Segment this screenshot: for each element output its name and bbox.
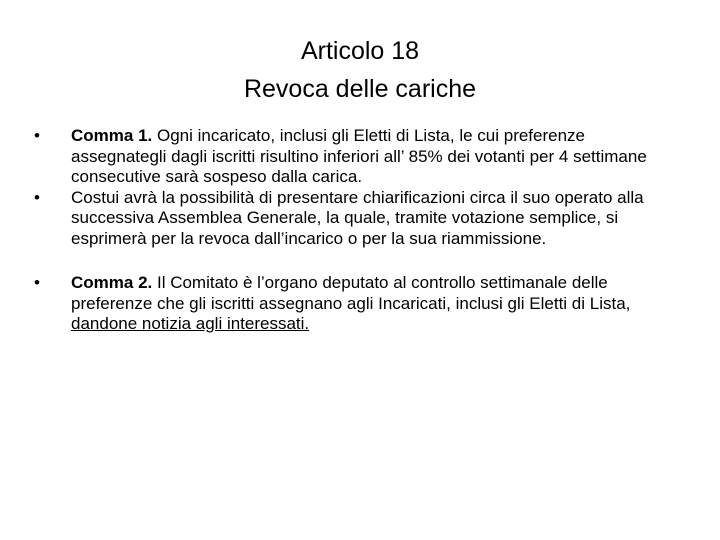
bullet-text-comma-2: Il Comitato è l’organo deputato al controllo settimanale delle preferenze che gli iscritti assegnano agli Incaricati, inclusi gli Eletti di Lista, [71, 273, 631, 313]
bullet-icon: • [34, 187, 40, 207]
bullet-icon: • [34, 273, 40, 292]
slide-title [0, 32, 720, 108]
bullet-text-costui: Costui avrà la possibilità di presentare chiarificazioni circa il suo operato alla successiva Assemblea Generale, la quale, tramite votazione semplice, si esprimerà per la revoca dall’incarico o per la sua riammissione. [71, 187, 644, 248]
bullet-icon: • [34, 126, 40, 145]
title-line-subject: Revoca delle cariche [243, 75, 477, 103]
bullet-costui [34, 188, 684, 250]
slide-content [34, 126, 684, 335]
bullet-lead-comma-1: Comma 1. [71, 126, 153, 145]
bullet-comma-2 [34, 273, 684, 335]
bullet-lead-comma-2: Comma 2. [71, 273, 153, 292]
title-line-article: Articolo 18 [300, 37, 420, 65]
bullet-comma-1 [34, 126, 684, 188]
bullet-underlined-text: dandone notizia agli interessati. [71, 314, 310, 333]
paragraph-gap [34, 249, 684, 273]
bullet-text-comma-1: Ogni incaricato, inclusi gli Eletti di Lista, le cui preferenze assegnategli dagli iscritti risultino inferiori all’ 85% dei votanti per 4 settimane consecutive sarà sospeso dalla carica. [71, 126, 647, 186]
